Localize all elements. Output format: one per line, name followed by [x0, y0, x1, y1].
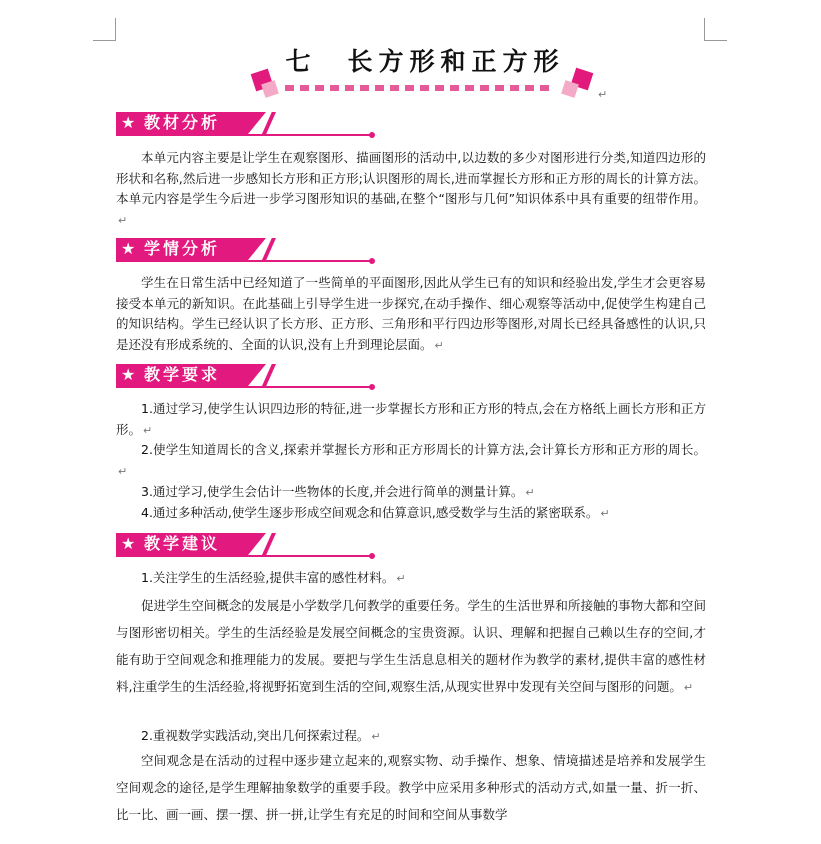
- paragraph: 空间观念是在活动的过程中逐步建立起来的,观察实物、动手操作、想象、情境描述是培养和发展学生空间观念的途径,是学生理解抽象数学的重要手段。教学中应采用多种形式的活动方式,如量一量、折一折、比一比、画一画、摆一摆、拼一拼,让学生有充足的时间和空间从事数学: [116, 753, 706, 822]
- title-decoration-square: [561, 80, 579, 98]
- paragraph: 促进学生空间概念的发展是小学数学几何教学的重要任务。学生的生活世界和所接触的事物大都和空间与图形密切相关。学生的生活经验是发展空间概念的宝贵资源。认识、理解和把握自己赖以生存的空间,才能有助于空间观念和推理能力的发展。要把与学生生活息息相关的题材作为教学的素材,提供丰富的感性材料,注重学生的生活经验,将视野拓宽到生活的空间,观察生活,从现实世界中发现有关空间与图形的问题。 ↵: [116, 598, 706, 694]
- list-item: 2.使学生知道周长的含义,探索并掌握长方形和正方形周长的计算方法,会计算长方形和正方形的周长。↵: [118, 442, 706, 478]
- title-decoration-square: [261, 80, 279, 98]
- section-heading-teaching-requirements: [116, 364, 386, 388]
- paragraph-mark: ↵: [598, 88, 608, 101]
- list-item: 3.通过学习,使学生会估计一些物体的长度,并会进行简单的测量计算。 ↵: [141, 484, 535, 499]
- paragraph: 本单元内容主要是让学生在观察图形、描画图形的活动中,以边数的多少对图形进行分类,知道四边形的形状和名称,然后进一步感知长方形和正方形;认识图形的周长,进而掌握长方形和正方形的周长的计算方法。本单元内容是学生今后进一步学习图形知识的基础,在整个“图形与几何”知识体系中具有重要的纽带作用。↵: [116, 150, 706, 227]
- title-dash: [390, 85, 399, 91]
- title-dash: [540, 85, 549, 91]
- title-dash: [480, 85, 489, 91]
- section-heading-teaching-suggestions: [116, 533, 386, 557]
- title-dash: [510, 85, 519, 91]
- title-dash: [405, 85, 414, 91]
- title-dash: [315, 85, 324, 91]
- paragraph: 学生在日常生活中已经知道了一些简单的平面图形,因此从学生已有的知识和经验出发,学生才会更容易接受本单元的新知识。在此基础上引导学生进一步探究,在动手操作、细心观察等活动中,促使学生构建自己的知识结构。学生已经认识了长方形、正方形、三角形和平行四边形等图形,对周长已经具备感性的认识,只是还没有形成系统的、全面的认识,没有上升到理论层面。 ↵: [116, 275, 706, 352]
- section-title: 教学要求: [144, 365, 221, 384]
- list-item: 1.通过学习,使学生认识四边形的特征,进一步掌握长方形和正方形的特点,会在方格纸上画长方形和正方形。 ↵: [116, 401, 706, 437]
- crop-mark-top-left: [93, 18, 116, 41]
- title-dash: [330, 85, 339, 91]
- crop-mark-top-right: [704, 18, 727, 41]
- section-title: 教学建议: [144, 534, 221, 553]
- section-heading-learner-analysis: [116, 238, 386, 262]
- title-dash: [345, 85, 354, 91]
- title-dash: [450, 85, 459, 91]
- section-title: 学情分析: [144, 239, 221, 258]
- list-item: 4.通过多种活动,使学生逐步形成空间观念和估算意识,感受数学与生活的紧密联系。 ↵: [141, 505, 610, 520]
- title-dash: [465, 85, 474, 91]
- star-icon: ★: [121, 113, 136, 132]
- title-dash: [300, 85, 309, 91]
- chapter-title-block: [245, 38, 608, 102]
- title-dash: [525, 85, 534, 91]
- title-dash: [435, 85, 444, 91]
- title-dash: [495, 85, 504, 91]
- title-dash: [360, 85, 369, 91]
- title-dash: [420, 85, 429, 91]
- star-icon: ★: [121, 239, 136, 258]
- section-heading-textbook-analysis: [116, 112, 386, 136]
- title-dash: [285, 85, 294, 91]
- chapter-title: 七 长方形和正方形: [285, 47, 565, 76]
- star-icon: ★: [121, 534, 136, 553]
- star-icon: ★: [121, 365, 136, 384]
- list-item: 2.重视数学实践活动,突出几何探索过程。 ↵: [141, 728, 381, 743]
- title-dash: [375, 85, 384, 91]
- section-title: 教材分析: [144, 113, 221, 132]
- list-item: 1.关注学生的生活经验,提供丰富的感性材料。 ↵: [141, 570, 406, 585]
